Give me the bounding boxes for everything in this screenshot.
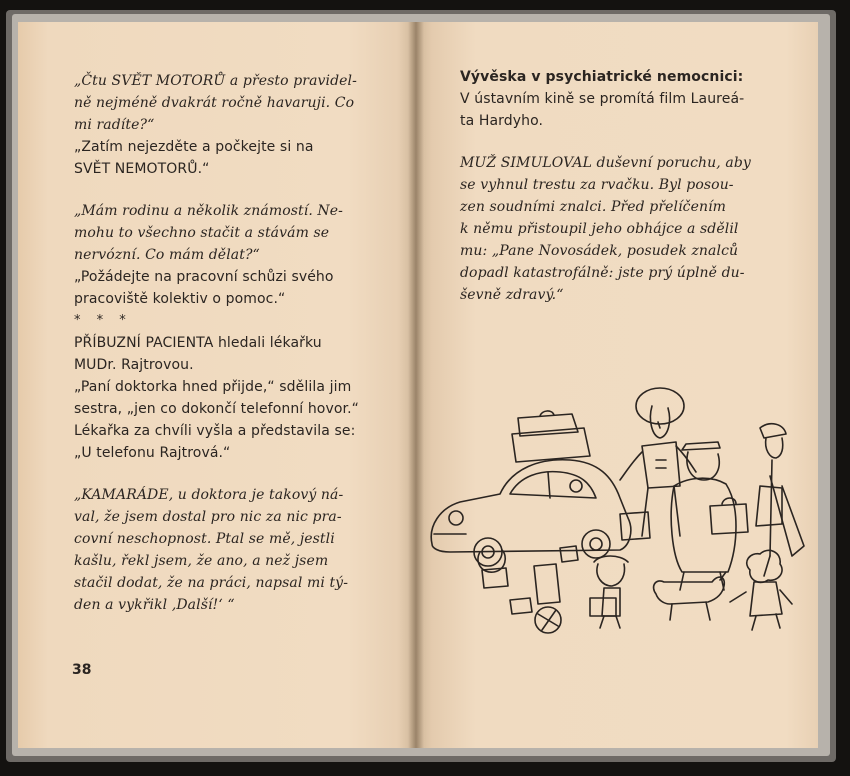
text-line: V ústavním kině se promítá film Laureá- <box>460 91 745 107</box>
text-line: dopadl katastrofálně: jste prý úplně du- <box>460 265 745 281</box>
text-line: „Paní doktorka hned přijde,“ sdělila jim <box>74 379 352 395</box>
text-line: nervózní. Co mám dělat?“ <box>74 247 260 263</box>
right-page-text <box>460 66 805 306</box>
text-line: Lékařka za chvíli vyšla a představila se: <box>74 423 356 439</box>
text-line: ševně zdravý.“ <box>460 287 564 303</box>
text-line: „Požádejte na pracovní schůzi svého <box>74 269 334 285</box>
text-line: „U telefonu Rajtrová.“ <box>74 445 231 461</box>
text-line: k němu přistoupil jeho obhájce a sdělil <box>460 221 739 237</box>
story-relatives <box>74 332 404 464</box>
thin-man-drawing <box>756 424 804 576</box>
text-line: „Čtu SVĚT MOTORŮ a přesto pravidel- <box>74 73 357 89</box>
text-line: pracoviště kolektiv o pomoc.“ <box>74 291 286 307</box>
section-separator: * * * <box>74 313 132 328</box>
text-line: kašlu, řekl jsem, že ano, a než jsem <box>74 553 329 569</box>
text-line: den a vykřikl ‚Další!‘ “ <box>74 597 235 613</box>
text-line: se vyhnul trestu za rvačku. Byl posou- <box>460 177 734 193</box>
text-line: zen soudními znalci. Před přelíčením <box>460 199 727 215</box>
child-drawing <box>590 556 628 628</box>
man-drawing <box>671 442 748 590</box>
text-line: covní neschopnost. Ptal se mě, jestli <box>74 531 335 547</box>
notice-heading: Vývěska v psychiatrické nemocnici: <box>460 69 744 85</box>
answer-2 <box>74 266 404 310</box>
text-line: ně nejméně dvakrát ročně havaruji. Co <box>74 95 355 111</box>
text-line: mohu to všechno stačit a stávám se <box>74 225 330 241</box>
text-line: ta Hardyho. <box>460 113 544 129</box>
kid-drawing <box>730 550 792 630</box>
text-line: „Mám rodinu a několik známostí. Ne- <box>74 203 344 219</box>
answer-1 <box>74 136 404 180</box>
dog-drawing <box>654 572 726 620</box>
question-2 <box>74 200 404 266</box>
left-page <box>18 22 416 748</box>
text-line: MUŽ SIMULOVAL duševní poruchu, aby <box>460 155 751 171</box>
page-number: 38 <box>72 662 92 678</box>
left-page-text <box>74 70 404 616</box>
text-line: sestra, „jen co dokončí telefonní hovor.“ <box>74 401 360 417</box>
question-1 <box>74 70 404 136</box>
car-drawing <box>431 411 631 572</box>
story-simulator <box>460 152 805 306</box>
text-line: SVĚT NEMOTORŮ.“ <box>74 161 210 177</box>
text-line: PŘÍBUZNÍ PACIENTA hledali lékařku <box>74 335 322 351</box>
text-line: mi radíte?“ <box>74 117 155 133</box>
text-line: mu: „Pane Novosádek, posudek znalců <box>460 243 739 259</box>
cartoon-illustration <box>420 376 810 646</box>
text-line: val, že jsem dostal pro nic za nic pra- <box>74 509 342 525</box>
text-line: „KAMARÁDE, u doktora je takový ná- <box>74 487 344 503</box>
story-friend <box>74 484 404 616</box>
text-line: stačil dodat, že na práci, napsal mi tý- <box>74 575 349 591</box>
notice <box>460 66 805 132</box>
text-line: MUDr. Rajtrovou. <box>74 357 194 373</box>
text-line: „Zatím nejezděte a počkejte si na <box>74 139 314 155</box>
